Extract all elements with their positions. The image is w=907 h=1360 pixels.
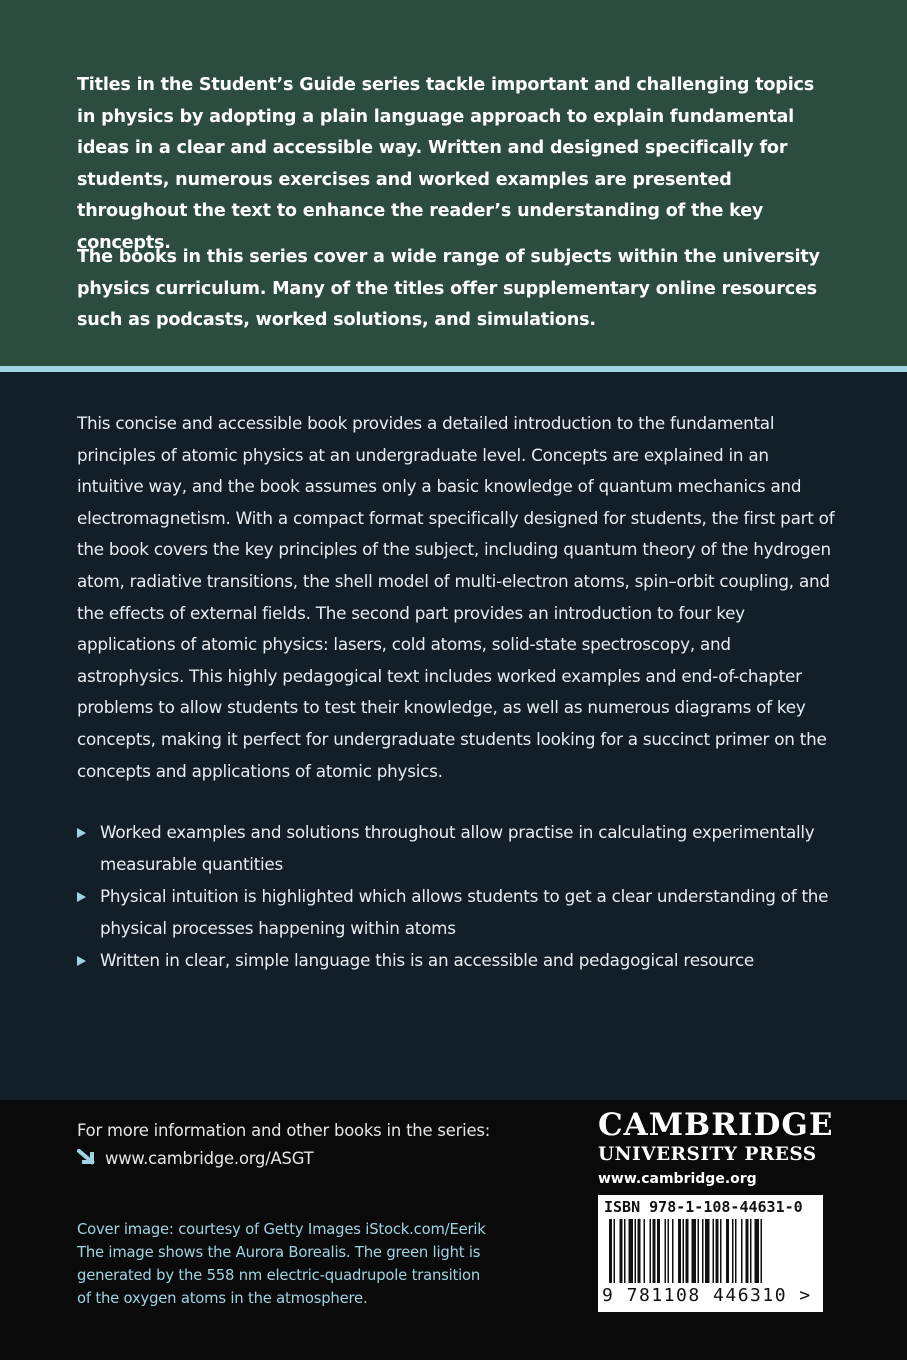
feature-list: [77, 817, 837, 978]
arrow-down-right-icon: [77, 1149, 97, 1167]
series-link-text[interactable]: www.cambridge.org/ASGT: [105, 1149, 314, 1168]
publisher-url: www.cambridge.org: [598, 1171, 757, 1187]
series-blurb-panel: [0, 0, 907, 366]
barcode-stripe: [653, 1219, 656, 1283]
barcode-stripe: [746, 1219, 749, 1283]
barcode-stripe: [620, 1219, 623, 1283]
publisher-subtitle: UNIVERSITY PRESS: [598, 1144, 817, 1165]
barcode: [598, 1195, 823, 1312]
triangle-bullet-icon: [77, 828, 86, 838]
barcode-stripe: [624, 1219, 626, 1283]
barcode-stripe: [750, 1219, 752, 1283]
barcode-digits: 9 781108 446310 >: [602, 1285, 812, 1306]
feature-text: Written in clear, simple language this is an accessible and pedagogical resource: [100, 950, 755, 971]
triangle-bullet-icon: [77, 892, 86, 902]
barcode-stripe: [629, 1219, 634, 1283]
barcode-stripe: [692, 1219, 697, 1283]
triangle-bullet-icon: [77, 956, 86, 966]
barcode-stripe: [644, 1219, 646, 1283]
barcode-stripe: [726, 1219, 729, 1283]
barcode-stripe: [672, 1219, 674, 1283]
barcode-stripe: [686, 1219, 689, 1283]
barcode-stripe: [713, 1219, 715, 1283]
barcode-stripe: [635, 1219, 637, 1283]
barcode-stripe: [735, 1219, 737, 1283]
barcode-stripe: [761, 1219, 763, 1283]
publisher-logo: [598, 1107, 834, 1189]
barcode-stripe: [702, 1219, 704, 1283]
book-description: This concise and accessible book provides a detailed introduction to the fundamental principles of atomic physics at an undergraduate level. Concepts are explained in an intuitive way, and the book assumes only a basic knowledge of quantum mechanics and electromagnetism. With a compact format specifically designed for students, the first part of the book covers the key principles of the subject, including quantum theory of the hydrogen atom, radiative transitions, the shell model of multi-electron atoms, spin–orbit coupling, and the effects of external fields. The second part provides an introduction to four key applications of atomic physics: lasers, cold atoms, solid-state spectroscopy, and astrophysics. This highly pedagogical text includes worked examples and end-of-chapter problems to allow students to test their knowledge, as well as numerous diagrams of key concepts, making it perfect for undergraduate students looking for a succinct primer on the concepts and applications of atomic physics.: [77, 413, 835, 781]
barcode-stripe: [668, 1219, 670, 1283]
barcode-stripe: [683, 1219, 685, 1283]
barcode-stripe: [665, 1219, 667, 1283]
feature-item: [77, 945, 837, 977]
barcode-stripe: [705, 1219, 710, 1283]
cover-image-credit: Cover image: courtesy of Getty Images iStock.com/Eerik The image shows the Aurora Borealis. The green light is generated by the 558 nm electric-quadrupole transition of the oxygen atoms in the atmosphere.: [77, 1221, 486, 1307]
barcode-stripe: [732, 1219, 734, 1283]
barcode-stripe: [741, 1219, 743, 1283]
footer: [0, 1100, 907, 1360]
barcode-stripe: [609, 1219, 612, 1283]
series-link[interactable]: [77, 1146, 314, 1172]
feature-item: [77, 817, 837, 880]
barcode-stripe: [657, 1219, 660, 1283]
publisher-name: CAMBRIDGE: [598, 1107, 834, 1143]
more-info-text: For more information and other books in the series:: [77, 1121, 491, 1140]
barcode-stripe: [678, 1219, 681, 1283]
barcode-stripe: [650, 1219, 652, 1283]
barcode-stripe: [716, 1219, 719, 1283]
barcode-stripe: [720, 1219, 722, 1283]
isbn-label: ISBN 978-1-108-44631-0: [604, 1198, 803, 1216]
barcode-stripe: [638, 1219, 641, 1283]
barcode-stripe: [698, 1219, 700, 1283]
feature-text: Worked examples and solutions throughout allow practise in calculating experimentally measurable quantities: [100, 822, 815, 874]
series-blurb-paragraph-1: Titles in the Student’s Guide series tackle important and challenging topics in physics by adopting a plain language approach to explain fundamental ideas in a clear and accessible way. Written and designed specifically for students, numerous exercises and worked examples are presented throughout the text to enhance the reader’s understanding of the key concepts.: [77, 75, 815, 253]
barcode-stripe: [614, 1219, 616, 1283]
barcode-stripe: [755, 1219, 760, 1283]
series-blurb-paragraph-2: The books in this series cover a wide range of subjects within the university physics curriculum. Many of the titles offer supplementary online resources such as podcasts, worked solutions, and simulations.: [77, 247, 820, 330]
book-description-section: [0, 372, 907, 1100]
feature-text: Physical intuition is highlighted which allows students to get a clear understanding of the physical processes happening within atoms: [100, 886, 829, 938]
feature-item: [77, 881, 837, 944]
barcode-bars: [603, 1219, 818, 1285]
